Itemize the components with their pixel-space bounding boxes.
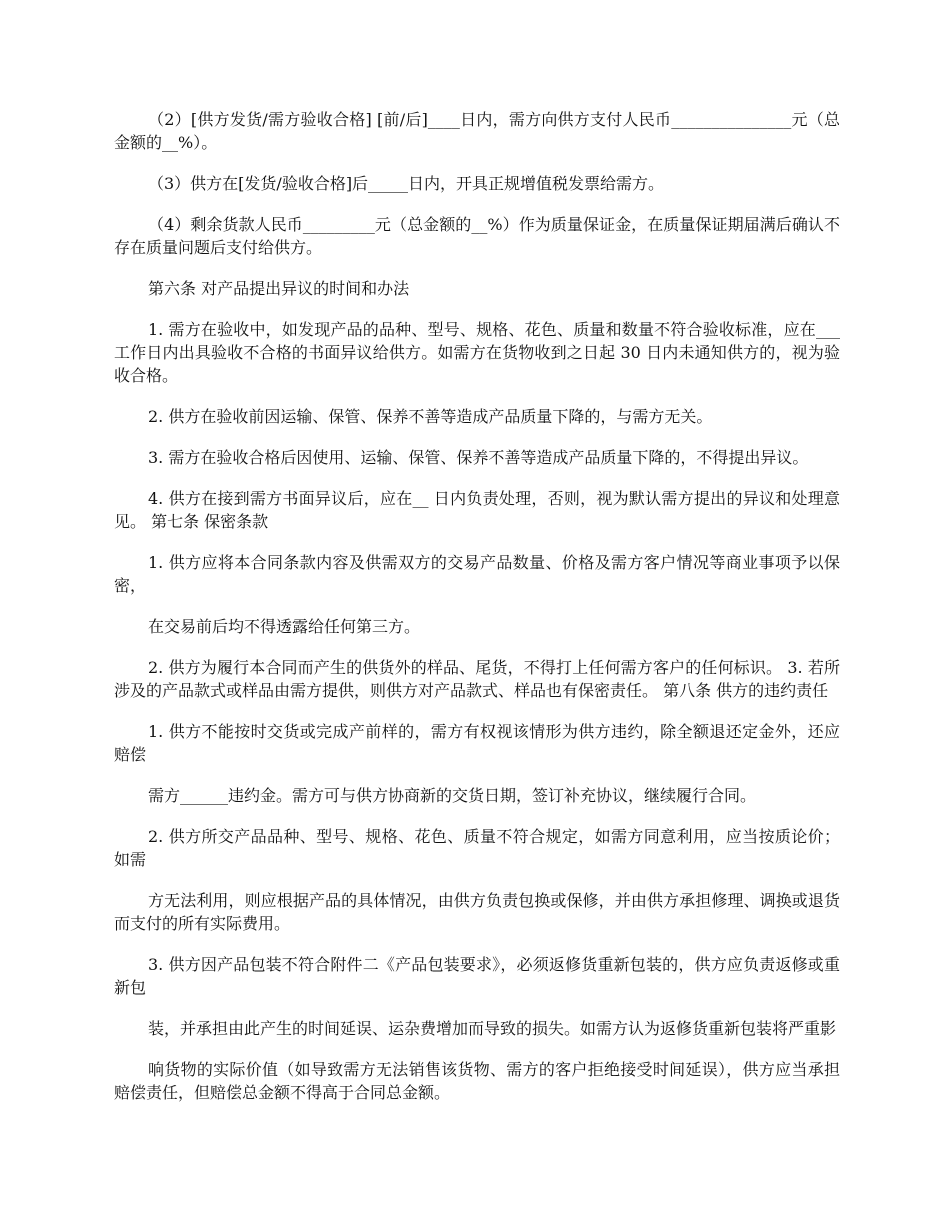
article-8-item-3-cont-2: 响货物的实际价值（如导致需方无法销售该货物、需方的客户拒绝接受时间延误），供方应当承担赔偿责任，但赔偿总金额不得高于合同总金额。 [114,1060,840,1102]
article-8-item-1: 1. 供方不能按时交货或完成产前样的，需方有权视该情形为供方违约，除全额退还定金外，还应赔偿 [114,722,840,764]
article-8-item-2: 2. 供方所交产品品种、型号、规格、花色、质量不符合规定，如需方同意利用，应当按质论价；如需 [114,827,840,869]
payment-clause-4: （4）剩余货款人民币_________元（总金额的__%）作为质量保证金，在质量保证期届满后确认不存在质量问题后支付给供方。 [114,215,840,257]
article-6-item-1: 1. 需方在验收中，如发现产品的品种、型号、规格、花色、质量和数量不符合验收标准，应在___工作日内出具验收不合格的书面异议给供方。如需方在货物收到之日起 30 日内未通知供方的，视为验收合格。 [114,320,840,385]
article-7-item-1: 1. 供方应将本合同条款内容及供需双方的交易产品数量、价格及需方客户情况等商业事项予以保密， [114,553,840,595]
article-8-item-1-cont: 需方______违约金。需方可与供方协商新的交货日期，签订补充协议，继续履行合同。 [148,786,757,805]
article-8-item-3-cont: 装，并承担由此产生的时间延误、运杂费增加而导致的损失。如需方认为返修货重新包装将严重影 [148,1019,837,1038]
article-7-item-2: 2. 供方为履行本合同而产生的供货外的样品、尾货，不得打上任何需方客户的任何标识。 3. 若所涉及的产品款式或样品由需方提供，则供方对产品款式、样品也有保密责任。 第八条 供方的违约责任 [114,658,840,700]
article-7-item-1-cont: 在交易前后均不得透露给任何第三方。 [148,617,421,636]
article-6-item-4: 4. 供方在接到需方书面异议后，应在__ 日内负责处理，否则，视为默认需方提出的异议和处理意见。 第七条 保密条款 [114,489,840,531]
article-8-item-3: 3. 供方因产品包装不符合附件二《产品包装要求》，必须返修货重新包装的，供方应负责返修或重新包 [114,955,840,997]
article-8-item-2-cont: 方无法利用，则应根据产品的具体情况，由供方负责包换或保修，并由供方承担修理、调换或退货而支付的所有实际费用。 [114,891,840,933]
article-6-item-2: 2. 供方在验收前因运输、保管、保养不善等造成产品质量下降的，与需方无关。 [148,407,713,426]
document-page [114,108,840,1122]
article-6-heading: 第六条 对产品提出异议的时间和办法 [148,279,410,298]
article-6-item-3: 3. 需方在验收合格后因使用、运输、保管、保养不善等造成产品质量下降的，不得提出异议。 [148,448,809,467]
payment-clause-2: （2）[供方发货/需方验收合格] [前/后]____日内，需方向供方支付人民币_______________元（总金额的__%）。 [114,110,840,152]
payment-clause-3: （3）供方在[发货/验收合格]后_____日内，开具正规增值税发票给需方。 [148,174,665,193]
